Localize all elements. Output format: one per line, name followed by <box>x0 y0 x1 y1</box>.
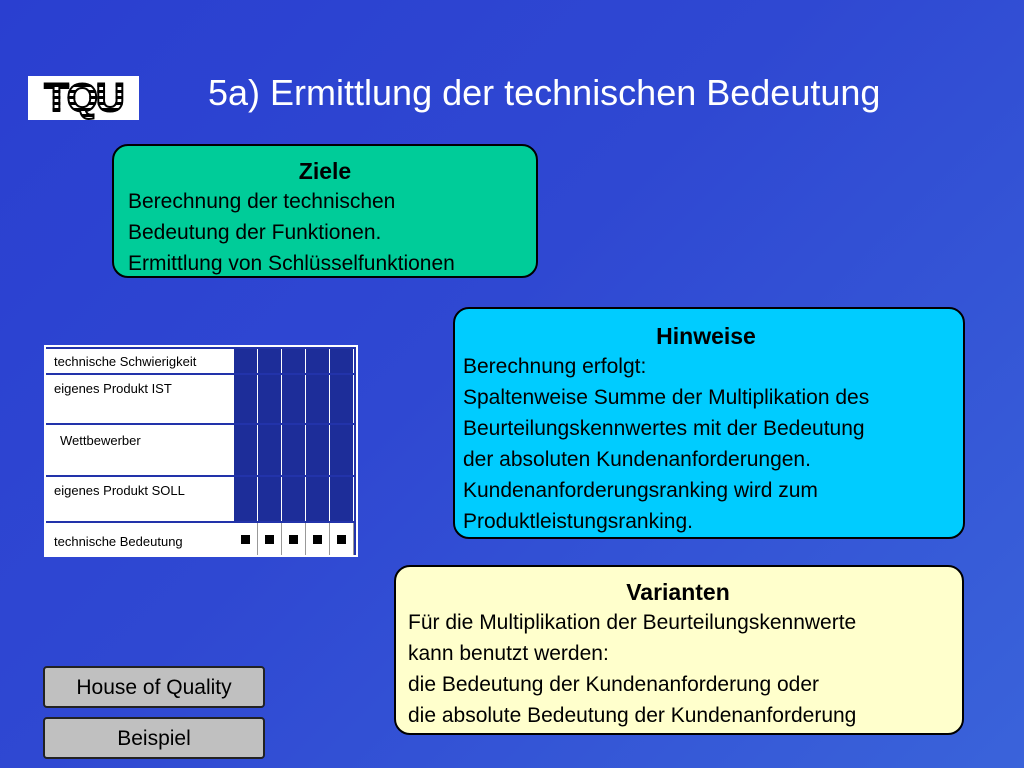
page-title: 5a) Ermittlung der technischen Bedeutung <box>208 72 881 113</box>
varianten-line: die Bedeutung der Kundenanforderung oder <box>408 673 819 696</box>
logo-text: TQU <box>44 76 123 120</box>
varianten-line: die absolute Bedeutung der Kundenanforderung <box>408 704 857 727</box>
hinweise-box <box>453 307 965 539</box>
matrix-cell <box>258 349 282 373</box>
varianten-box <box>394 565 964 735</box>
varianten-line: kann benutzt werden: <box>408 642 609 665</box>
matrix-cell <box>306 425 330 475</box>
matrix-cell <box>330 477 354 521</box>
value-square-icon <box>337 535 346 544</box>
matrix-cell <box>306 477 330 521</box>
matrix-row <box>46 425 356 475</box>
hinweise-line: Beurteilungskennwertes mit der Bedeutung <box>463 417 865 440</box>
value-square-icon <box>241 535 250 544</box>
value-square-icon <box>313 535 322 544</box>
hinweise-line: der absoluten Kundenanforderungen. <box>463 448 811 471</box>
varianten-heading: Varianten <box>626 579 730 605</box>
matrix-cell <box>234 425 258 475</box>
matrix-cell <box>306 523 330 555</box>
ziele-line: Ermittlung von Schlüsselfunktionen <box>128 252 455 275</box>
matrix-row-highlight <box>46 523 356 555</box>
matrix-cell <box>282 523 306 555</box>
tqu-logo <box>28 76 139 120</box>
value-square-icon <box>289 535 298 544</box>
ziele-line: Bedeutung der Funktionen. <box>128 221 382 244</box>
hinweise-line: Berechnung erfolgt: <box>463 355 647 378</box>
matrix-cell <box>330 375 354 423</box>
matrix-cell <box>330 425 354 475</box>
matrix-row-label: eigenes Produkt SOLL <box>46 477 234 521</box>
matrix-row-label: technische Schwierigkeit <box>46 349 234 373</box>
value-square-icon <box>265 535 274 544</box>
ziele-box <box>112 144 538 278</box>
house-of-quality-button[interactable]: House of Quality <box>43 666 265 708</box>
matrix-row-label: technische Bedeutung <box>46 523 234 555</box>
matrix-cell <box>234 477 258 521</box>
quality-matrix <box>44 345 358 557</box>
hinweise-line: Produktleistungsranking. <box>463 510 693 533</box>
hinweise-heading: Hinweise <box>656 323 756 349</box>
matrix-cell <box>234 375 258 423</box>
matrix-row-label: Wettbewerber <box>46 425 234 475</box>
matrix-cell <box>282 477 306 521</box>
matrix-cell <box>330 523 354 555</box>
matrix-cell <box>234 349 258 373</box>
matrix-row <box>46 477 356 521</box>
hinweise-line: Kundenanforderungsranking wird zum <box>463 479 818 502</box>
beispiel-button[interactable]: Beispiel <box>43 717 265 759</box>
matrix-cell <box>282 349 306 373</box>
ziele-line: Berechnung der technischen <box>128 190 396 213</box>
varianten-line: Für die Multiplikation der Beurteilungskennwerte <box>408 611 857 634</box>
matrix-cell <box>306 375 330 423</box>
matrix-cell <box>306 349 330 373</box>
matrix-cell <box>258 523 282 555</box>
matrix-cell <box>258 425 282 475</box>
ziele-heading: Ziele <box>298 158 352 184</box>
matrix-cell <box>258 477 282 521</box>
matrix-cell <box>282 375 306 423</box>
matrix-cell <box>234 523 258 555</box>
matrix-cell <box>282 425 306 475</box>
matrix-cell <box>330 349 354 373</box>
matrix-cell <box>258 375 282 423</box>
matrix-row <box>46 349 356 373</box>
matrix-row-label: eigenes Produkt IST <box>46 375 234 423</box>
hinweise-line: Spaltenweise Summe der Multiplikation des <box>463 386 870 409</box>
matrix-row <box>46 375 356 423</box>
